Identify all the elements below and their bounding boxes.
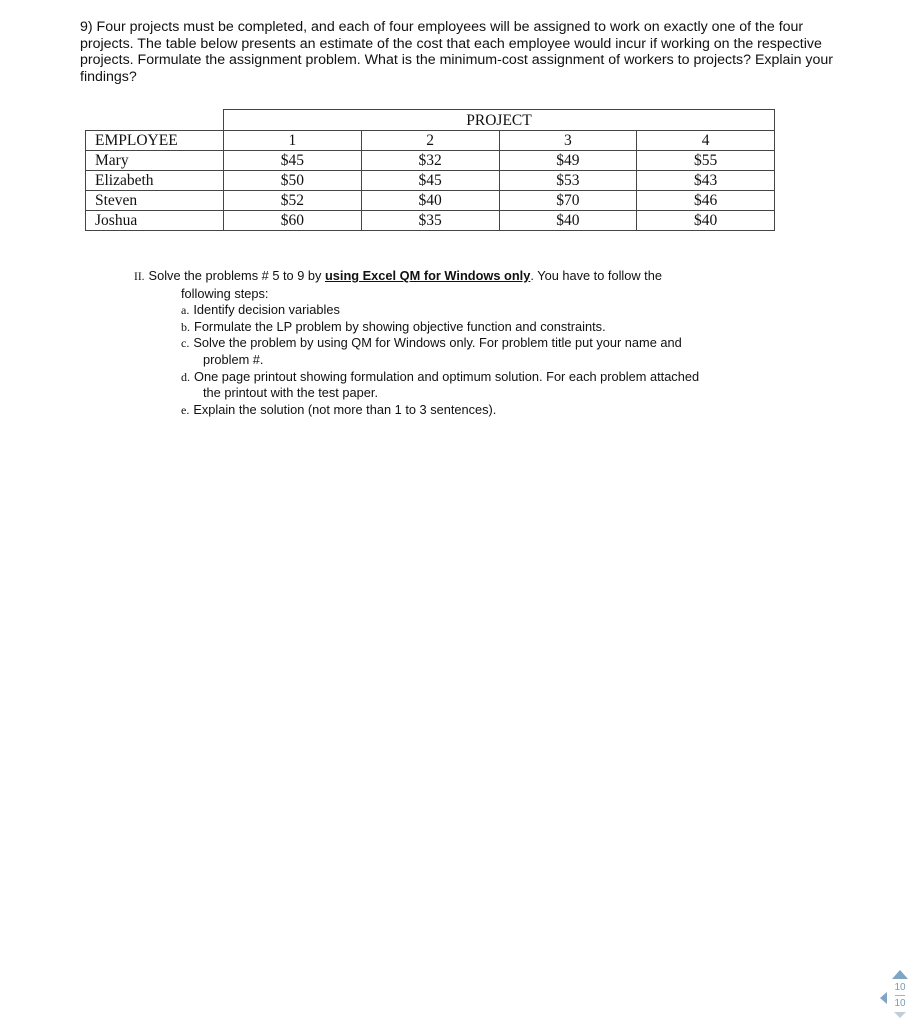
cost-cell: $49: [499, 151, 637, 171]
cost-cell: $53: [499, 171, 637, 191]
step-text: Identify decision variables: [193, 302, 340, 318]
employee-header: EMPLOYEE: [86, 131, 224, 151]
step-letter: d.: [181, 369, 190, 384]
project-number: 3: [499, 131, 637, 151]
question-text: 9) Four projects must be completed, and each of four employees will be assigned to work on exactly one of the four projects. The table below presents an estimate of the cost that each employee would incur if working on the respective projects. Formulate the assignment problem. What is the minimum-cost assignment of workers to projects? Explain your findings?: [80, 19, 834, 85]
current-page: 10: [894, 982, 906, 993]
cost-cell: $40: [637, 211, 775, 231]
step-item: [134, 369, 774, 386]
cost-cell: $43: [637, 171, 775, 191]
cost-cell: $35: [361, 211, 499, 231]
project-number: 4: [637, 131, 775, 151]
table-row: [86, 151, 775, 171]
employee-name: Joshua: [86, 211, 224, 231]
step-item: [134, 335, 774, 352]
project-number: 2: [361, 131, 499, 151]
step-item: [134, 302, 774, 319]
cost-cell: $40: [499, 211, 637, 231]
intro-continuation: following steps:: [181, 285, 269, 301]
step-letter: e.: [181, 402, 190, 417]
step-item: [134, 319, 774, 336]
cost-cell: $60: [224, 211, 362, 231]
project-group-header: PROJECT: [224, 110, 775, 131]
step-text-continued: problem #.: [203, 351, 264, 367]
cost-cell: $46: [637, 191, 775, 211]
table-row: [86, 191, 775, 211]
cost-cell: $40: [361, 191, 499, 211]
employee-name: Elizabeth: [86, 171, 224, 191]
employee-name: Steven: [86, 191, 224, 211]
page-divider: [895, 995, 905, 996]
cost-cell: $45: [224, 151, 362, 171]
cost-cell: $32: [361, 151, 499, 171]
page-up-icon[interactable]: [892, 970, 908, 979]
page-navigator: [890, 970, 910, 1018]
step-text: One page printout showing formulation and optimum solution. For each problem attached: [194, 368, 700, 384]
employee-name: Mary: [86, 151, 224, 171]
intro-emphasis: using Excel QM for Windows only: [324, 268, 531, 283]
table-header-row: [86, 131, 775, 151]
instructions-intro: [134, 268, 774, 286]
section-numeral: II.: [134, 271, 145, 283]
cost-cell: $55: [637, 151, 775, 171]
intro-suffix: . You have to follow the: [530, 268, 662, 283]
step-text-continued: the printout with the test paper.: [203, 385, 379, 401]
instructions-block: [134, 268, 774, 418]
page-left-icon[interactable]: [880, 992, 887, 1004]
cost-cell: $52: [224, 191, 362, 211]
step-item: [134, 402, 774, 419]
cost-cell: $50: [224, 171, 362, 191]
table-corner: [86, 110, 224, 131]
step-text: Solve the problem by using QM for Windows only. For problem title put your name and: [193, 335, 682, 351]
step-text: Explain the solution (not more than 1 to 3 sentences).: [193, 401, 497, 417]
step-letter: a.: [181, 303, 190, 318]
cost-cell: $70: [499, 191, 637, 211]
intro-prefix: Solve the problems # 5 to 9 by: [148, 268, 325, 283]
table-row: [86, 171, 775, 191]
project-number: 1: [224, 131, 362, 151]
step-text: Formulate the LP problem by showing objective function and constraints.: [194, 318, 606, 334]
table-row: [86, 211, 775, 231]
step-letter: c.: [181, 336, 190, 351]
cost-cell: $45: [361, 171, 499, 191]
page-down-icon[interactable]: [894, 1012, 906, 1018]
cost-table: [85, 109, 775, 231]
step-letter: b.: [181, 319, 190, 334]
total-pages: 10: [894, 998, 906, 1009]
